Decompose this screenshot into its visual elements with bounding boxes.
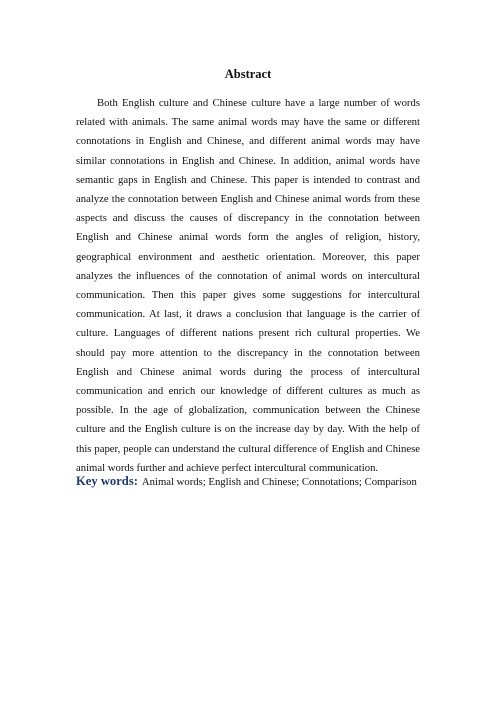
keywords-label: Key words: [76,474,138,488]
keywords-line [76,472,420,490]
keywords-value: Animal words; English and Chinese; Connotations; Comparison [141,476,417,488]
abstract-title: Abstract [224,67,272,81]
abstract-body: Both English culture and Chinese culture have a large number of words related with animals. The same animal words may have the same or different connotations in English and Chinese, and different animal words may have similar connotations in English and Chinese. In addition, animal words have semantic gaps in English and Chinese. This paper is intended to contrast and analyze the connotation between English and Chinese animal words from these aspects and discuss the causes of discrepancy in the connotation between English and Chinese animal words form the angles of religion, history, geographical environment and aesthetic orientation. Moreover, this paper analyzes the influences of the connotation of animal words on intercultural communication. Then this paper gives some suggestions for intercultural communication. At last, it draws a conclusion that language is the carrier of culture. Languages of different nations present rich cultural properties. We should pay more attention to the discrepancy in the connotation between English and Chinese animal words during the process of intercultural communication and enrich our knowledge of different cultures as much as possible. In the age of globalization, communication between the Chinese culture and the English culture is on the increase day by day. With the help of this paper, people can understand the cultural difference of English and Chinese animal words further and achieve perfect intercultural communication. [76,97,420,474]
